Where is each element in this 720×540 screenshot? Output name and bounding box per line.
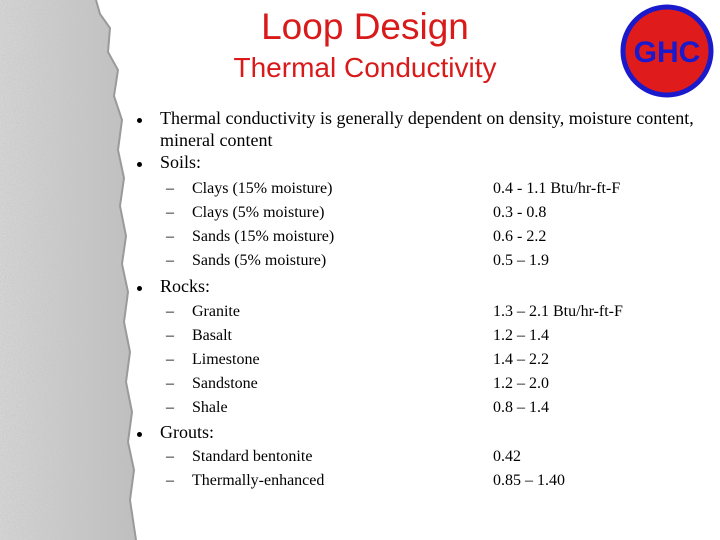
logo-text: GHC (633, 36, 701, 69)
grouts-item-value: 0.42 (493, 448, 521, 465)
rocks-item (166, 398, 228, 418)
soils-item-name: Sands (15% moisture) (192, 228, 335, 245)
soils-item-name: Clays (5% moisture) (192, 204, 325, 221)
grouts-item (166, 447, 312, 467)
dash-marker: – (166, 252, 174, 269)
slide-subtitle: Thermal Conductivity (233, 52, 497, 83)
dash-marker: – (166, 375, 174, 392)
soils-item (166, 179, 332, 199)
soils-item-value: 0.5 – 1.9 (493, 252, 549, 269)
grouts-item (166, 471, 324, 491)
rocks-item-value: 1.2 – 1.4 (493, 327, 549, 344)
rocks-item (166, 350, 260, 370)
dash-marker: – (166, 472, 174, 489)
soils-item-name: Sands (5% moisture) (192, 252, 327, 269)
dash-marker: – (166, 399, 174, 416)
slide-title: Loop Design (261, 6, 469, 47)
bullet-grouts: Grouts: (160, 422, 214, 442)
dash-marker: – (166, 228, 174, 245)
dash-marker: – (166, 204, 174, 221)
rocks-item-name: Sandstone (192, 375, 258, 392)
rocks-item-name: Granite (192, 303, 240, 320)
bullet-dot (137, 432, 142, 437)
soils-item-value: 0.6 - 2.2 (493, 228, 547, 245)
rocks-item (166, 374, 258, 394)
bullet-dot (137, 162, 142, 167)
rocks-item-name: Limestone (192, 351, 260, 368)
rocks-item-value: 1.2 – 2.0 (493, 375, 549, 392)
rocks-item-value: 1.4 – 2.2 (493, 351, 549, 368)
rocks-item-name: Shale (192, 399, 228, 416)
bullet-soils: Soils: (160, 152, 202, 172)
soils-item (166, 251, 326, 271)
dash-marker: – (166, 303, 174, 320)
bullet-rocks: Rocks: (160, 276, 211, 296)
bullet-dot (137, 118, 142, 123)
rocks-item-name: Basalt (192, 327, 232, 344)
grouts-item-name: Thermally-enhanced (192, 472, 325, 489)
dash-marker: – (166, 180, 174, 197)
bullet-intro: Thermal conductivity is generally dependent on density, moisture content, mineral content (160, 108, 694, 150)
rocks-item (166, 326, 232, 346)
dash-marker: – (166, 327, 174, 344)
soils-item (166, 227, 334, 247)
soils-item-value: 0.3 - 0.8 (493, 204, 547, 221)
grouts-item-value: 0.85 – 1.40 (493, 472, 565, 489)
grouts-item-name: Standard bentonite (192, 448, 313, 465)
dash-marker: – (166, 351, 174, 368)
soils-item-name: Clays (15% moisture) (192, 180, 333, 197)
bullet-dot (137, 286, 142, 291)
rocks-item (166, 302, 240, 322)
rocks-item-value: 0.8 – 1.4 (493, 399, 549, 416)
soils-item (166, 203, 324, 223)
ghc-logo (620, 4, 714, 98)
dash-marker: – (166, 448, 174, 465)
rocks-item-value: 1.3 – 2.1 Btu/hr-ft-F (493, 303, 623, 320)
soils-item-value: 0.4 - 1.1 Btu/hr-ft-F (493, 180, 621, 197)
granite-texture-strip (0, 0, 140, 540)
